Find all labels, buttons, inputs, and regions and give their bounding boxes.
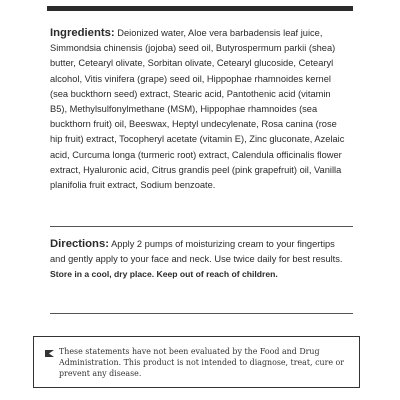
directions-section	[50, 237, 350, 282]
ingredients-heading: Ingredients:	[50, 27, 115, 39]
ingredients-section	[50, 26, 350, 193]
flag-icon	[45, 350, 54, 357]
top-rule	[47, 6, 353, 11]
storage-warning: Store in a cool, dry place. Keep out of reach of children.	[50, 269, 278, 279]
ingredients-list: Deionized water, Aloe vera barbadensis leaf juice, Simmondsia chinensis (jojoba) seed oil, Butyrospermum parkii (shea) butter, Cetearyl olivate, Sorbitan olivate, Cetearyl glucoside, Cetearyl alcohol, Vitis vinifera (grape) seed oil, Hippophae rhamnoides kernel (sea buckthorn seed) extract, Stearic acid, Pantothenic acid (vitamin B5), Methylsulfonylmethane (MSM), Hippophae rhamnoides (sea buckthorn fruit) oil, Beeswax, Heptyl undecylenate, Rosa canina (rose hip fruit) extract, Tocopheryl acetate (vitamin E), Zinc gluconate, Azelaic acid, Curcuma longa (turmeric root) extract, Calendula officinalis flower extract, Hyaluronic acid, Citrus grandis peel (pink grapefruit) oil, Vanilla planifolia fruit extract, Sodium benzoate.	[50, 28, 345, 191]
directions-heading: Directions:	[50, 238, 110, 250]
divider	[50, 226, 353, 227]
divider	[50, 313, 353, 314]
fda-disclaimer-box	[33, 336, 360, 388]
directions-text: Apply 2 pumps of moisturizing cream to your fingertips and gently apply to your face and neck. Use twice daily for best results.	[50, 239, 343, 264]
fda-disclaimer-text: These statements have not been evaluated by the Food and Drug Administration. This product is not intended to diagnose, treat, cure or prevent any disease.	[59, 347, 345, 378]
